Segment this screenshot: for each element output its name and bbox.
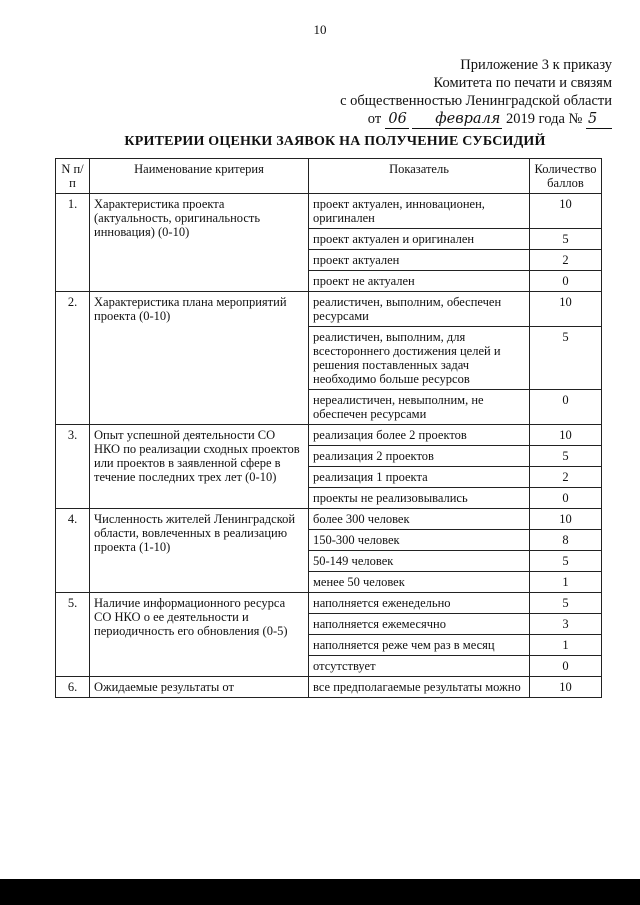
criteria-table	[55, 158, 602, 698]
criterion-number: 5.	[56, 593, 90, 677]
criterion-number: 6.	[56, 677, 90, 698]
score-cell: 2	[530, 250, 602, 271]
indicator-cell: менее 50 человек	[309, 572, 530, 593]
score-cell: 0	[530, 390, 602, 425]
document-title: КРИТЕРИИ ОЦЕНКИ ЗАЯВОК НА ПОЛУЧЕНИЕ СУБСИДИЙ	[124, 134, 546, 149]
indicator-cell: наполняется ежемесячно	[309, 614, 530, 635]
score-cell: 1	[530, 572, 602, 593]
criterion-number: 4.	[56, 509, 90, 593]
appendix-date-line	[340, 110, 612, 129]
criterion-name: Численность жителей Ленинградской области, вовлеченных в реализацию проекта (1-10)	[90, 509, 309, 593]
score-cell: 5	[530, 327, 602, 390]
score-cell: 0	[530, 271, 602, 292]
criterion-name: Опыт успешной деятельности СО НКО по реализации сходных проектов или проектов в заявленной сфере в течение последних трех лет (0-10)	[90, 425, 309, 509]
indicator-cell: реализация более 2 проектов	[309, 425, 530, 446]
indicator-cell: реалистичен, выполним, для всестороннего достижения целей и решения поставленных задач необходимо больше ресурсов	[309, 327, 530, 390]
scan-bottom-border	[0, 879, 640, 905]
indicator-cell: 50-149 человек	[309, 551, 530, 572]
table-row	[56, 593, 602, 614]
appendix-line-2: Комитета по печати и связям	[433, 75, 612, 91]
criterion-name: Ожидаемые результаты от	[90, 677, 309, 698]
header-number: N п/п	[56, 159, 90, 194]
criterion-number: 1.	[56, 194, 90, 292]
appendix-header	[340, 56, 612, 129]
page-number: 10	[313, 22, 327, 37]
appendix-from-prefix: от	[367, 111, 382, 127]
handwritten-order-number: 5	[586, 110, 612, 129]
indicator-cell: 150-300 человек	[309, 530, 530, 551]
indicator-cell: реализация 2 проектов	[309, 446, 530, 467]
indicator-cell: проект не актуален	[309, 271, 530, 292]
score-cell: 2	[530, 467, 602, 488]
indicator-cell: проекты не реализовывались	[309, 488, 530, 509]
indicator-cell: все предполагаемые результаты можно	[309, 677, 530, 698]
score-cell: 0	[530, 488, 602, 509]
score-cell: 0	[530, 656, 602, 677]
table-row	[56, 194, 602, 229]
indicator-cell: более 300 человек	[309, 509, 530, 530]
score-cell: 8	[530, 530, 602, 551]
criterion-name: Характеристика плана мероприятий проекта (0-10)	[90, 292, 309, 425]
criterion-number: 2.	[56, 292, 90, 425]
score-cell: 5	[530, 229, 602, 250]
appendix-year-text: 2019 года №	[506, 111, 583, 127]
table-header-row	[56, 159, 602, 194]
score-cell: 10	[530, 292, 602, 327]
score-cell: 3	[530, 614, 602, 635]
indicator-cell: наполняется еженедельно	[309, 593, 530, 614]
criterion-name: Характеристика проекта (актуальность, оригинальность инновация) (0-10)	[90, 194, 309, 292]
handwritten-date-day: 06	[385, 110, 409, 129]
criterion-name: Наличие информационного ресурса СО НКО о ее деятельности и периодичность его обновления (0-5)	[90, 593, 309, 677]
score-cell: 10	[530, 677, 602, 698]
header-indicator: Показатель	[309, 159, 530, 194]
table-row	[56, 292, 602, 327]
score-cell: 10	[530, 425, 602, 446]
indicator-cell: проект актуален	[309, 250, 530, 271]
score-cell: 5	[530, 446, 602, 467]
table-row	[56, 425, 602, 446]
criterion-number: 3.	[56, 425, 90, 509]
score-cell: 5	[530, 551, 602, 572]
table-row	[56, 677, 602, 698]
score-cell: 10	[530, 509, 602, 530]
table-row	[56, 509, 602, 530]
indicator-cell: реализация 1 проекта	[309, 467, 530, 488]
indicator-cell: реалистичен, выполним, обеспечен ресурсами	[309, 292, 530, 327]
indicator-cell: отсутствует	[309, 656, 530, 677]
appendix-line-1: Приложение 3 к приказу	[460, 57, 612, 73]
score-cell: 10	[530, 194, 602, 229]
appendix-line-3: с общественностью Ленинградской области	[340, 93, 612, 109]
indicator-cell: проект актуален и оригинален	[309, 229, 530, 250]
indicator-cell: проект актуален, инновационен, оригинален	[309, 194, 530, 229]
score-cell: 5	[530, 593, 602, 614]
header-score: Количество баллов	[530, 159, 602, 194]
indicator-cell: наполняется реже чем раз в месяц	[309, 635, 530, 656]
score-cell: 1	[530, 635, 602, 656]
indicator-cell: нереалистичен, невыполним, не обеспечен ресурсами	[309, 390, 530, 425]
handwritten-date-month: февраля	[412, 110, 502, 129]
header-criterion: Наименование критерия	[90, 159, 309, 194]
